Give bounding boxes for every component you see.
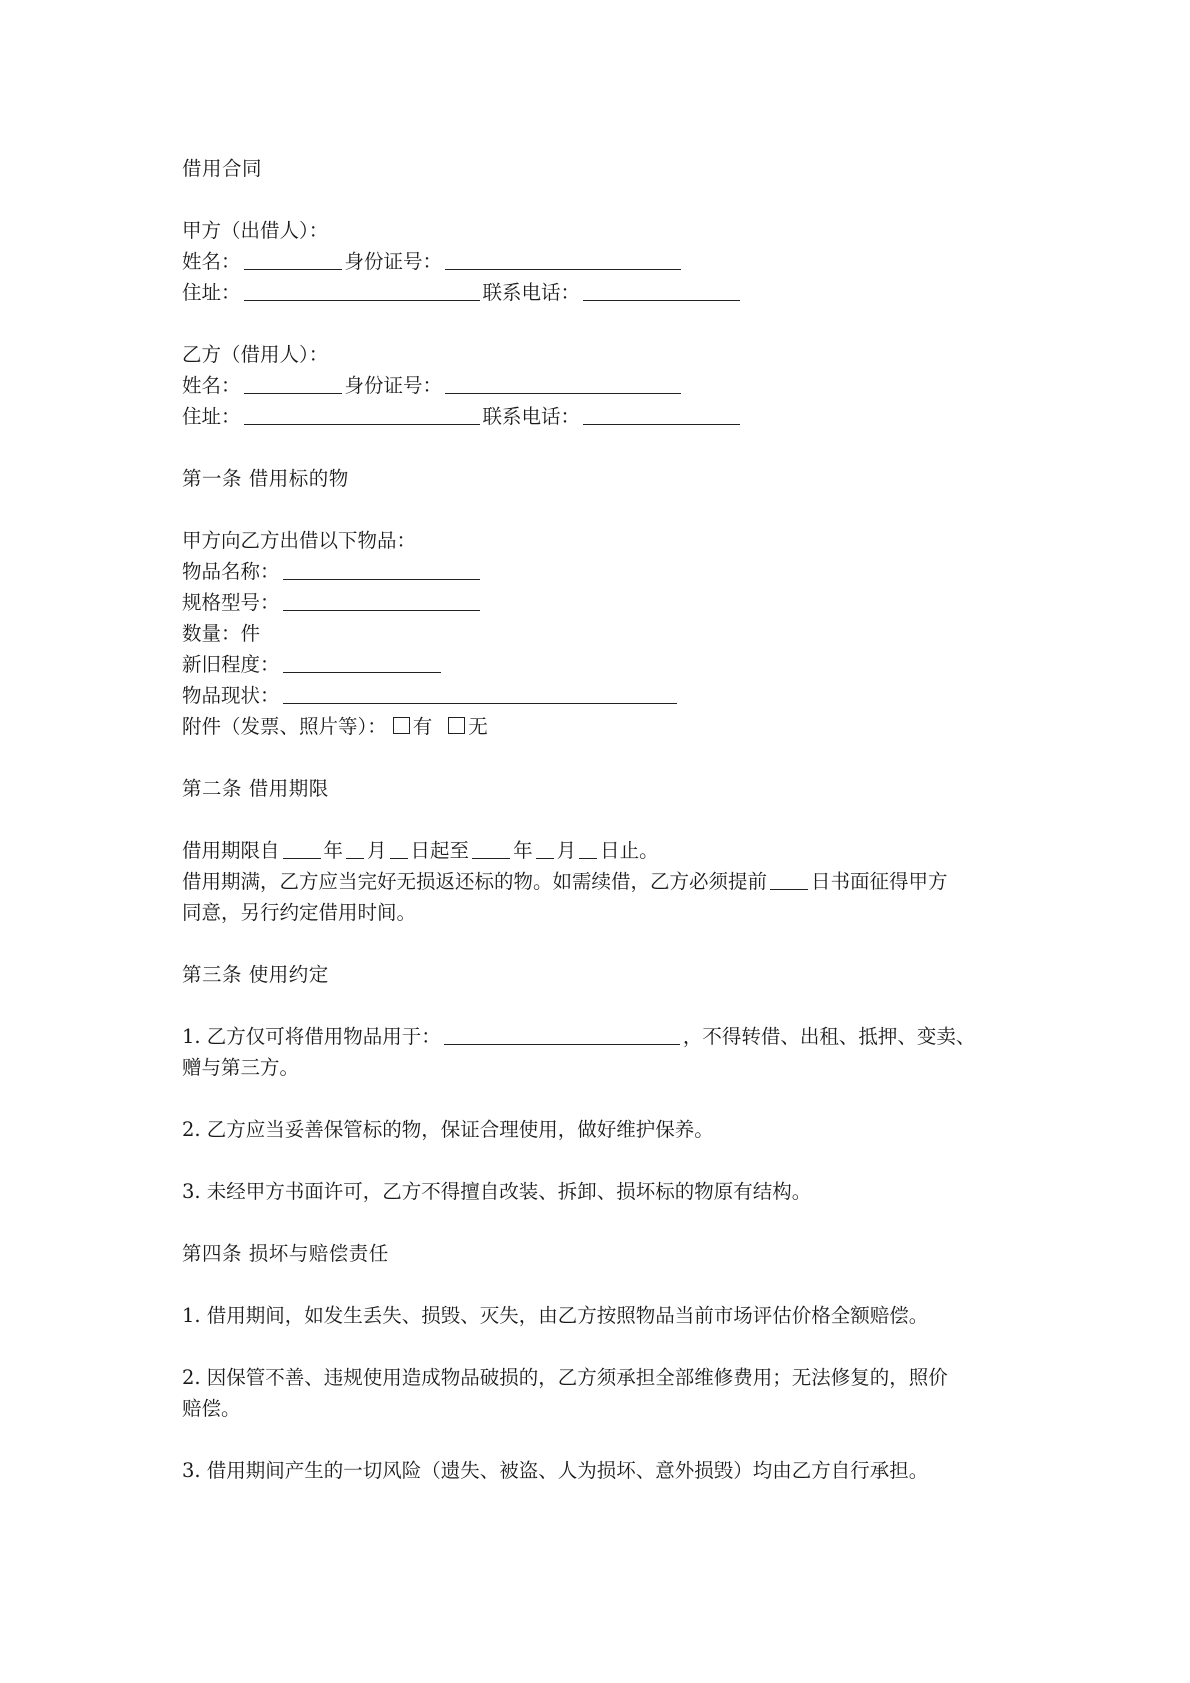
- party-a-phone-label: 联系电话：: [482, 281, 581, 304]
- party-b-name-blank[interactable]: [244, 374, 342, 394]
- article-3-clause-3: 3. 未经甲方书面许可，乙方不得擅自改装、拆卸、损坏标的物原有结构。: [182, 1180, 812, 1203]
- checkbox-yes[interactable]: [393, 717, 410, 734]
- article-3-clause-2: 2. 乙方应当妥善保管标的物，保证合理使用，做好维护保养。: [182, 1118, 714, 1141]
- renewal-row-2: 同意，另行约定借用时间。: [182, 901, 417, 924]
- day-to-label: 日止。: [600, 839, 659, 862]
- month-label-end: 月: [556, 839, 577, 862]
- status-label: 物品现状：: [182, 684, 280, 707]
- month-label: 月: [367, 839, 387, 862]
- spec-label: 规格型号：: [182, 591, 280, 614]
- party-b-address-row: [182, 401, 1032, 432]
- usage-purpose-blank[interactable]: [444, 1025, 680, 1045]
- condition-label: 新旧程度：: [182, 653, 280, 676]
- spec-row: [182, 587, 1032, 618]
- condition-blank[interactable]: [283, 653, 441, 673]
- item-name-row: [182, 556, 1032, 587]
- end-year-blank[interactable]: [472, 839, 510, 859]
- party-b-phone-blank[interactable]: [583, 405, 740, 425]
- status-blank[interactable]: [283, 684, 677, 704]
- start-month-blank[interactable]: [346, 839, 364, 859]
- party-a-address-label: 住址：: [182, 281, 241, 304]
- period-text-start: 借用期限自: [182, 839, 280, 862]
- party-a-name-row: [182, 246, 1032, 277]
- party-a-name-label: 姓名：: [182, 250, 241, 273]
- party-a-name-blank[interactable]: [244, 250, 342, 270]
- status-row: [182, 680, 1032, 711]
- period-row: [182, 835, 1032, 866]
- party-a-heading: 甲方（出借人）：: [182, 219, 329, 242]
- checkbox-no[interactable]: [448, 717, 465, 734]
- party-a-id-blank[interactable]: [445, 250, 681, 270]
- article-4-clause-3: 3. 借用期间产生的一切风险（遗失、被盗、人为损坏、意外损毁）均由乙方自行承担。: [182, 1459, 929, 1482]
- party-a-address-blank[interactable]: [244, 281, 480, 301]
- party-b-id-label: 身份证号：: [344, 374, 443, 397]
- renewal-text-end: 日书面征得甲方: [811, 870, 948, 893]
- start-day-blank[interactable]: [390, 839, 408, 859]
- spec-blank[interactable]: [283, 591, 480, 611]
- attachment-label: 附件（发票、照片等）：: [182, 715, 387, 738]
- end-month-blank[interactable]: [536, 839, 554, 859]
- party-a-id-label: 身份证号：: [344, 250, 443, 273]
- party-b-name-label: 姓名：: [182, 374, 241, 397]
- day-from-label: 日起至: [410, 839, 470, 862]
- article-4-clause-2-cont: 赔偿。: [182, 1397, 241, 1420]
- item-name-label: 物品名称：: [182, 560, 280, 583]
- renewal-text: 借用期满，乙方应当完好无损返还标的物。如需续借，乙方必须提前: [182, 870, 768, 893]
- party-b-heading: 乙方（借用人）：: [182, 343, 329, 366]
- article-3-clause-1-cont: 赠与第三方。: [182, 1056, 300, 1079]
- party-b-phone-label: 联系电话：: [482, 405, 581, 428]
- article-4-clause-1: 1. 借用期间，如发生丢失、损毁、灭失，由乙方按照物品当前市场评估价格全额赔偿。: [182, 1304, 929, 1327]
- article-4-heading: 第四条 损坏与赔偿责任: [182, 1242, 389, 1265]
- option-yes-label: 有: [412, 715, 433, 738]
- article-3-heading: 第三条 使用约定: [182, 963, 329, 986]
- clause-3-1-text: 1. 乙方仅可将借用物品用于：: [182, 1025, 441, 1048]
- renewal-days-blank[interactable]: [770, 870, 808, 890]
- clause-3-1-text-end: ，不得转借、出租、抵押、变卖、: [682, 1025, 976, 1048]
- option-no-label: 无: [468, 715, 488, 738]
- quantity-row: 数量：件: [182, 622, 261, 645]
- party-b-id-blank[interactable]: [445, 374, 681, 394]
- year-label: 年: [323, 839, 344, 862]
- contract-page: [182, 153, 1032, 1486]
- article-4-clause-2: 2. 因保管不善、违规使用造成物品破损的，乙方须承担全部维修费用；无法修复的，照价: [182, 1366, 948, 1389]
- party-b-address-label: 住址：: [182, 405, 241, 428]
- party-a-address-row: [182, 277, 1032, 308]
- article-1-heading: 第一条 借用标的物: [182, 467, 349, 490]
- item-name-blank[interactable]: [283, 560, 480, 580]
- party-b-name-row: [182, 370, 1032, 401]
- end-day-blank[interactable]: [579, 839, 597, 859]
- party-b-address-blank[interactable]: [244, 405, 480, 425]
- contract-title: 借用合同: [182, 157, 263, 180]
- attachment-row: [182, 711, 1032, 742]
- year-label-end: 年: [513, 839, 533, 862]
- party-a-phone-blank[interactable]: [583, 281, 740, 301]
- condition-row: [182, 649, 1032, 680]
- start-year-blank[interactable]: [283, 839, 321, 859]
- article-1-intro: 甲方向乙方出借以下物品：: [182, 529, 417, 552]
- article-3-clause-1: [182, 1021, 1032, 1052]
- article-2-heading: 第二条 借用期限: [182, 777, 329, 800]
- renewal-row: [182, 866, 1032, 897]
